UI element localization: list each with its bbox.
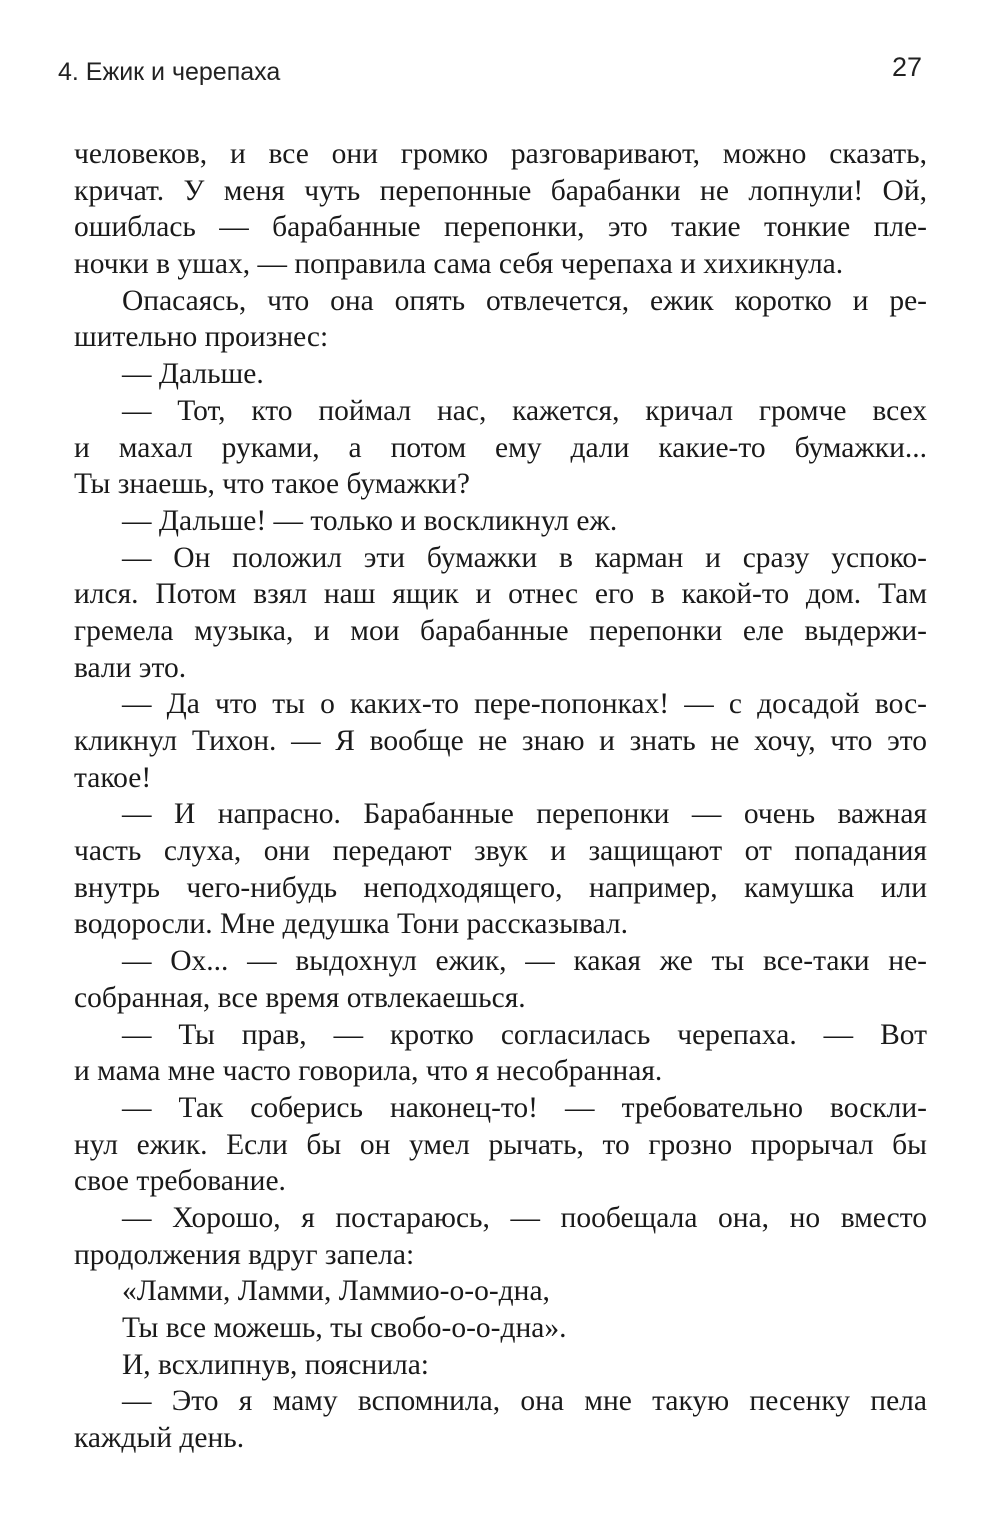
text-line: продолжения вдруг запела: bbox=[74, 1238, 415, 1271]
paragraph bbox=[74, 1383, 927, 1456]
text-line: внутрь чего-нибудь неподходящего, например, камушка или bbox=[74, 871, 927, 904]
paragraph bbox=[74, 283, 927, 356]
text-line: вали это. bbox=[74, 651, 187, 684]
text-line: такое! bbox=[74, 761, 152, 794]
text-line: — Дальше! — только и воскликнул еж. bbox=[122, 504, 618, 537]
paragraph bbox=[74, 943, 927, 1016]
page-number: 27 bbox=[891, 52, 922, 82]
text-line: и мама мне часто говорила, что я несобранная. bbox=[74, 1055, 663, 1088]
paragraph bbox=[74, 1200, 927, 1273]
text-line: и махал руками, а потом ему дали какие-то бумажки... bbox=[74, 431, 927, 464]
text-line: — Да что ты о каких-то пере-попонках! — с досадой вос- bbox=[122, 688, 927, 721]
paragraph bbox=[74, 136, 927, 283]
paragraph bbox=[74, 393, 927, 503]
body-text bbox=[74, 136, 927, 1457]
text-line: — Это я маму вспомнила, она мне такую песенку пела bbox=[122, 1385, 927, 1418]
text-line: — Дальше. bbox=[122, 358, 264, 391]
text-line: — Он положил эти бумажки в карман и сразу успоко- bbox=[122, 541, 927, 574]
text-line: каждый день. bbox=[74, 1422, 245, 1455]
paragraph bbox=[74, 1017, 927, 1090]
text-line: — Тот, кто поймал нас, кажется, кричал громче всех bbox=[122, 394, 927, 427]
text-line: — И напрасно. Барабанные перепонки — очень важная bbox=[122, 798, 927, 831]
text-line: ночки в ушах, — поправила сама себя черепаха и хихикнула. bbox=[74, 248, 844, 281]
text-line: Ты знаешь, что такое бумажки? bbox=[74, 468, 470, 501]
paragraph bbox=[74, 1310, 927, 1347]
text-line: кричат. У меня чуть перепонные барабанки не лопнули! Ой, bbox=[74, 174, 927, 207]
text-line: — Ты прав, — кротко согласилась черепаха. — Вот bbox=[122, 1018, 927, 1051]
paragraph bbox=[74, 1273, 927, 1310]
running-head bbox=[58, 52, 922, 92]
text-line: Опасаясь, что она опять отвлечется, ежик коротко и ре- bbox=[122, 284, 927, 317]
text-line: часть слуха, они передают звук и защищают от попадания bbox=[74, 835, 927, 868]
paragraph bbox=[74, 686, 927, 796]
paragraph bbox=[74, 540, 927, 687]
chapter-title: 4. Ежик и черепаха bbox=[58, 58, 281, 86]
paragraph bbox=[74, 1090, 927, 1200]
text-line: И, всхлипнув, пояснила: bbox=[122, 1348, 429, 1381]
text-line: шительно произнес: bbox=[74, 321, 329, 354]
text-line: свое требование. bbox=[74, 1165, 286, 1198]
text-line: Ты все можешь, ты свобо-о-о-дна». bbox=[122, 1312, 567, 1344]
text-line: — Ох... — выдохнул ежик, — какая же ты все-таки не- bbox=[122, 945, 927, 978]
text-line: — Так соберись наконец-то! — требовательно воскли- bbox=[122, 1091, 927, 1124]
text-line: собранная, все время отвлекаешься. bbox=[74, 981, 526, 1014]
text-line: «Ламми, Ламми, Ламмио-о-о-дна, bbox=[122, 1275, 550, 1308]
text-line: — Хорошо, я постараюсь, — пообещала она, но вместо bbox=[122, 1201, 927, 1234]
text-line: нул ежик. Если бы он умел рычать, то грозно прорычал бы bbox=[74, 1128, 927, 1161]
text-line: ился. Потом взял наш ящик и отнес его в какой-то дом. Там bbox=[74, 578, 927, 611]
text-line: кликнул Тихон. — Я вообще не знаю и знать не хочу, что это bbox=[74, 725, 927, 757]
text-line: гремела музыка, и мои барабанные перепонки еле выдержи- bbox=[74, 614, 927, 647]
paragraph bbox=[74, 1347, 927, 1384]
paragraph bbox=[74, 503, 927, 540]
paragraph bbox=[74, 796, 927, 943]
text-line: ошиблась — барабанные перепонки, это такие тонкие пле- bbox=[74, 211, 927, 244]
paragraph bbox=[74, 356, 927, 393]
text-line: водоросли. Мне дедушка Тони рассказывал. bbox=[74, 908, 628, 941]
text-line: человеков, и все они громко разговаривают, можно сказать, bbox=[74, 138, 927, 170]
